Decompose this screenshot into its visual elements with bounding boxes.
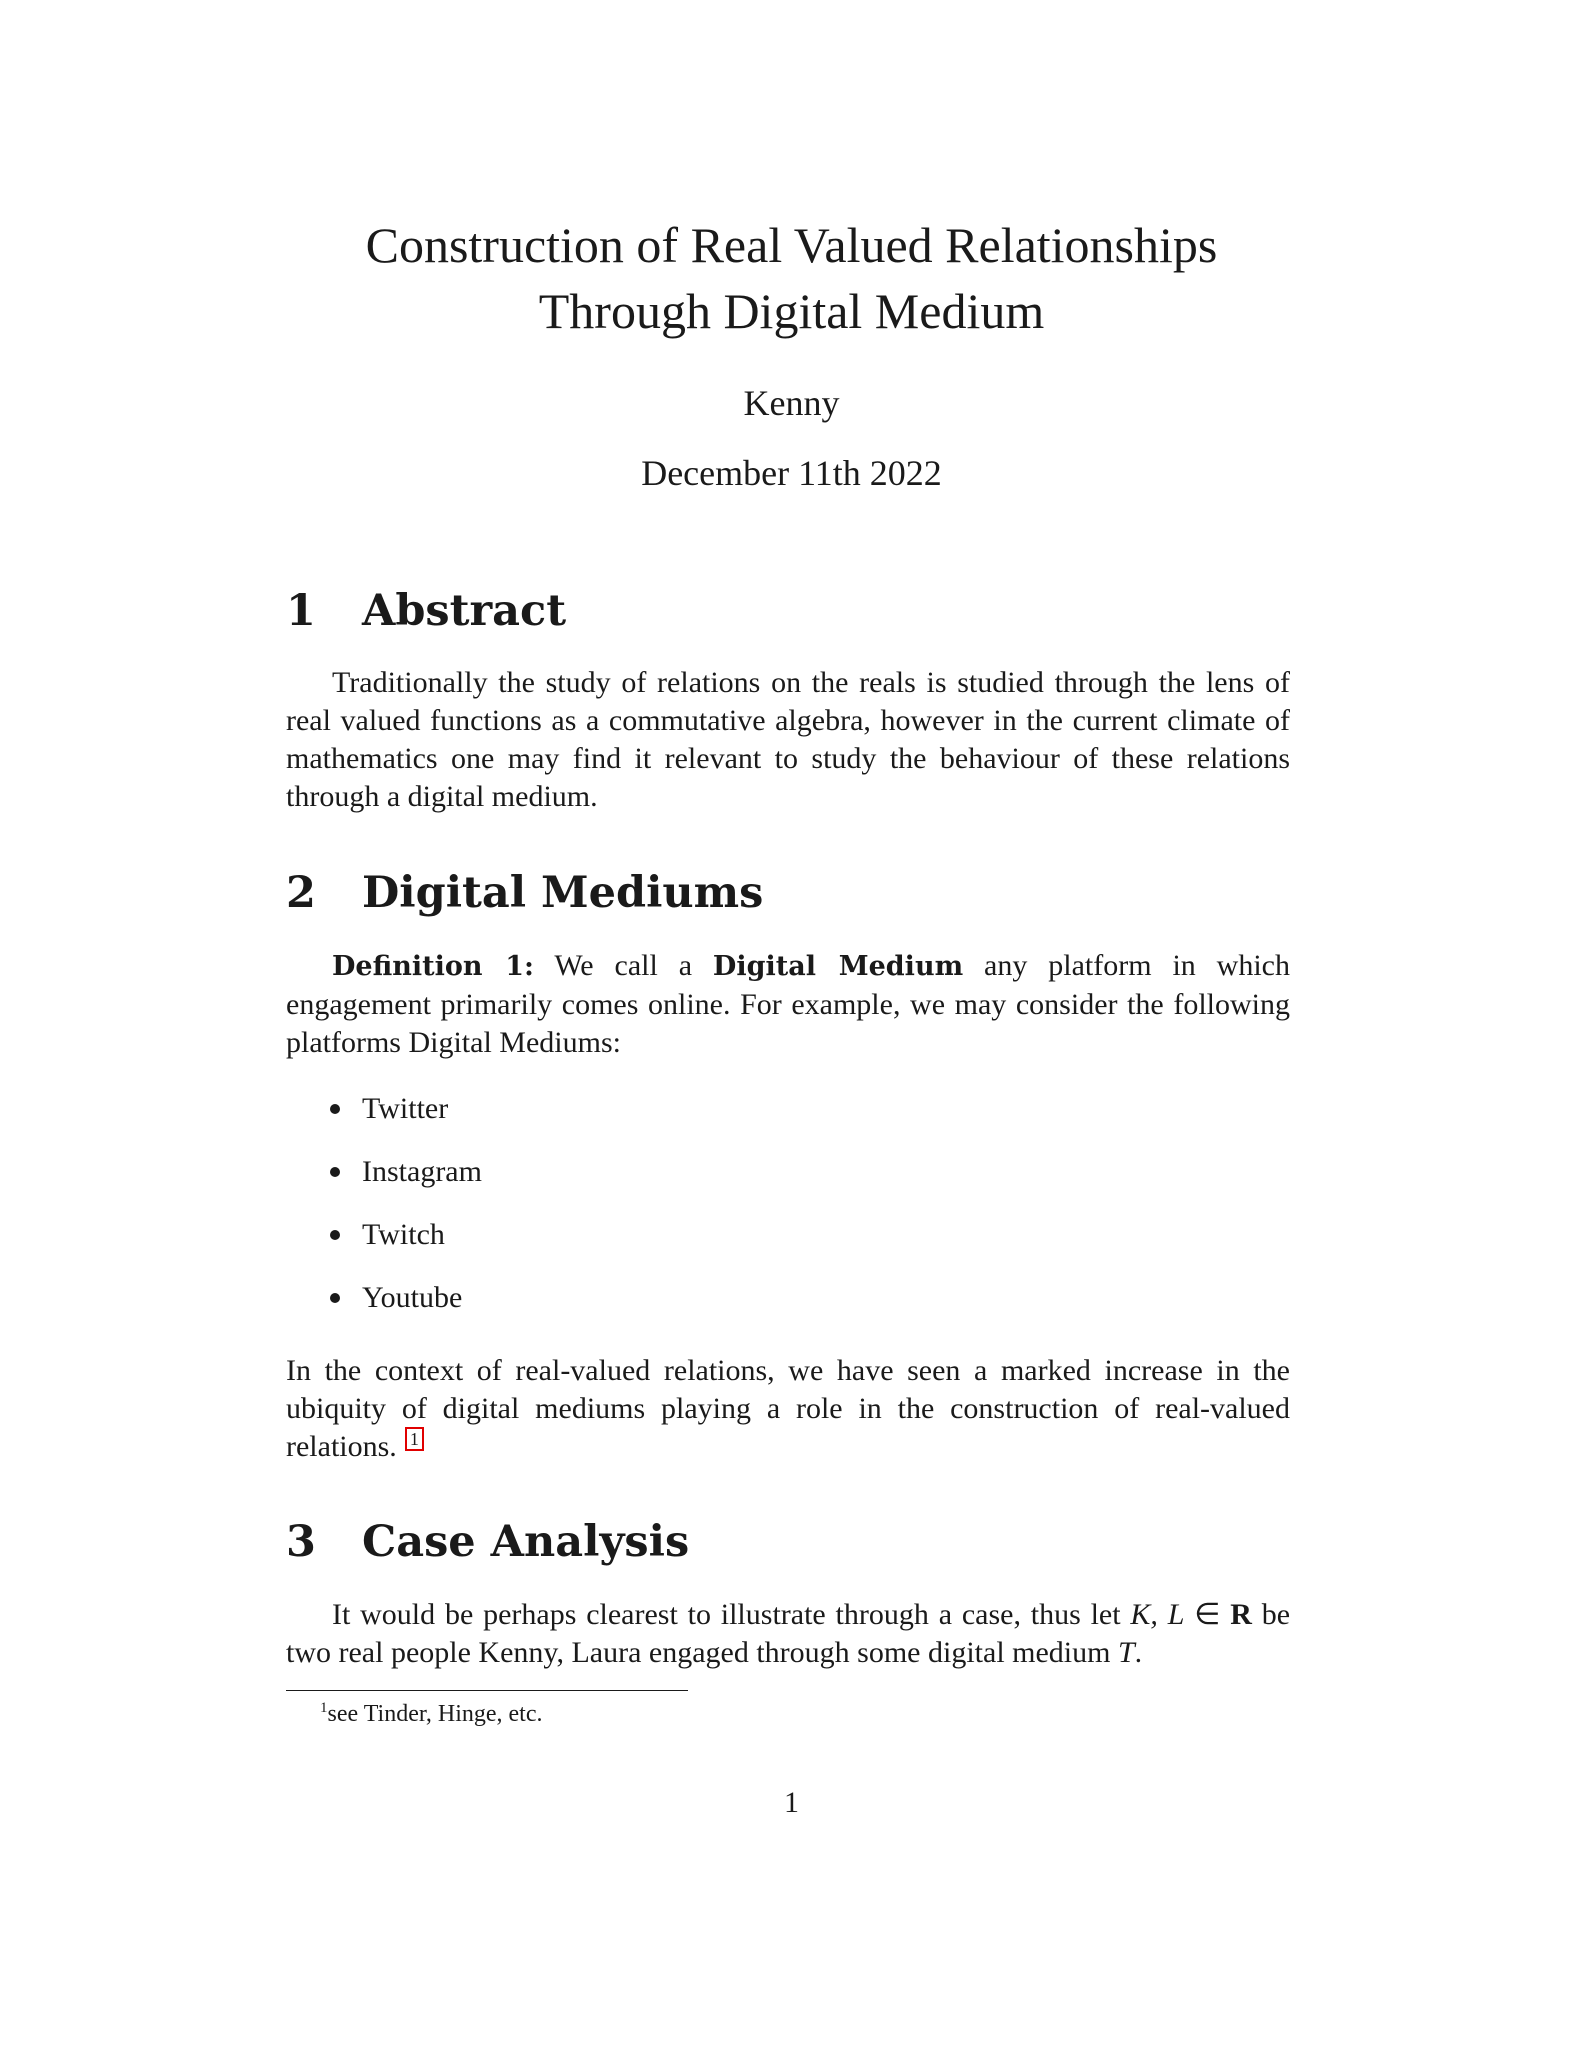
abstract-paragraph: Traditionally the study of relations on the reals is studied through the lens of real valued functions as a commutative algebra, however in the current climate of mathematics one may find it relevant to study the behaviour of these relations through a digital medium. xyxy=(286,666,1290,813)
section-heading-case-analysis xyxy=(286,1517,689,1567)
case-paragraph xyxy=(286,1596,1290,1672)
title-line-2: Through Digital Medium xyxy=(538,283,1045,339)
bullet-icon xyxy=(330,1293,340,1303)
author: Kenny xyxy=(743,383,840,423)
list-item xyxy=(330,1092,448,1126)
context-paragraph xyxy=(286,1352,1290,1466)
date: December 11th 2022 xyxy=(641,453,942,493)
section-heading-digital-mediums xyxy=(286,868,763,918)
case-end: . xyxy=(1134,1636,1143,1669)
in-symbol: ∈ xyxy=(1194,1598,1221,1631)
context-text: In the context of real-valued relations, we have seen a marked increase in the ubiquity of digital mediums playing a role in the construction of real-valued relations. xyxy=(286,1354,1290,1463)
title-line-1: Construction of Real Valued Relationships xyxy=(365,217,1218,273)
bullet-icon xyxy=(330,1167,340,1177)
reals-set: R xyxy=(1230,1598,1252,1631)
section-title: Abstract xyxy=(362,586,567,636)
medium-var: T xyxy=(1117,1636,1135,1669)
section-number: 2 xyxy=(286,868,316,918)
bullet-icon xyxy=(330,1104,340,1114)
definition-pre: We call a xyxy=(554,949,693,982)
list-item-text: Youtube xyxy=(362,1281,463,1314)
list-item xyxy=(330,1218,445,1252)
footnote xyxy=(320,1700,543,1728)
section-number: 3 xyxy=(286,1517,316,1567)
section-title: Case Analysis xyxy=(362,1517,690,1567)
footnote-mark: 1 xyxy=(320,1700,328,1716)
case-mid: be two real people Kenny, Laura engaged through some digital medium xyxy=(286,1598,1291,1669)
footnote-divider xyxy=(286,1690,688,1691)
section-number: 1 xyxy=(286,586,316,636)
definition-term: Digital Medium xyxy=(712,951,964,982)
bullet-icon xyxy=(330,1230,340,1240)
list-item-text: Instagram xyxy=(362,1155,482,1188)
case-vars: K, L xyxy=(1130,1598,1185,1631)
paper-title xyxy=(0,212,1583,344)
list-item xyxy=(330,1281,462,1315)
definition-post: any platform in which engagement primarily comes online. For example, we may consider the following platforms Digital Mediums: xyxy=(286,949,1290,1059)
section-title: Digital Mediums xyxy=(362,868,764,918)
footnote-link[interactable]: 1 xyxy=(405,1427,424,1451)
definition-paragraph xyxy=(286,947,1290,1062)
definition-label: Definition 1: xyxy=(332,951,535,982)
footnote-text: see Tinder, Hinge, etc. xyxy=(327,1701,543,1727)
case-pre: It would be perhaps clearest to illustrate through a case, thus let xyxy=(332,1598,1121,1631)
list-item-text: Twitch xyxy=(362,1218,445,1251)
page-number: 1 xyxy=(784,1786,799,1819)
list-item xyxy=(330,1155,482,1189)
list-item-text: Twitter xyxy=(362,1092,449,1125)
section-heading-abstract xyxy=(286,586,566,636)
